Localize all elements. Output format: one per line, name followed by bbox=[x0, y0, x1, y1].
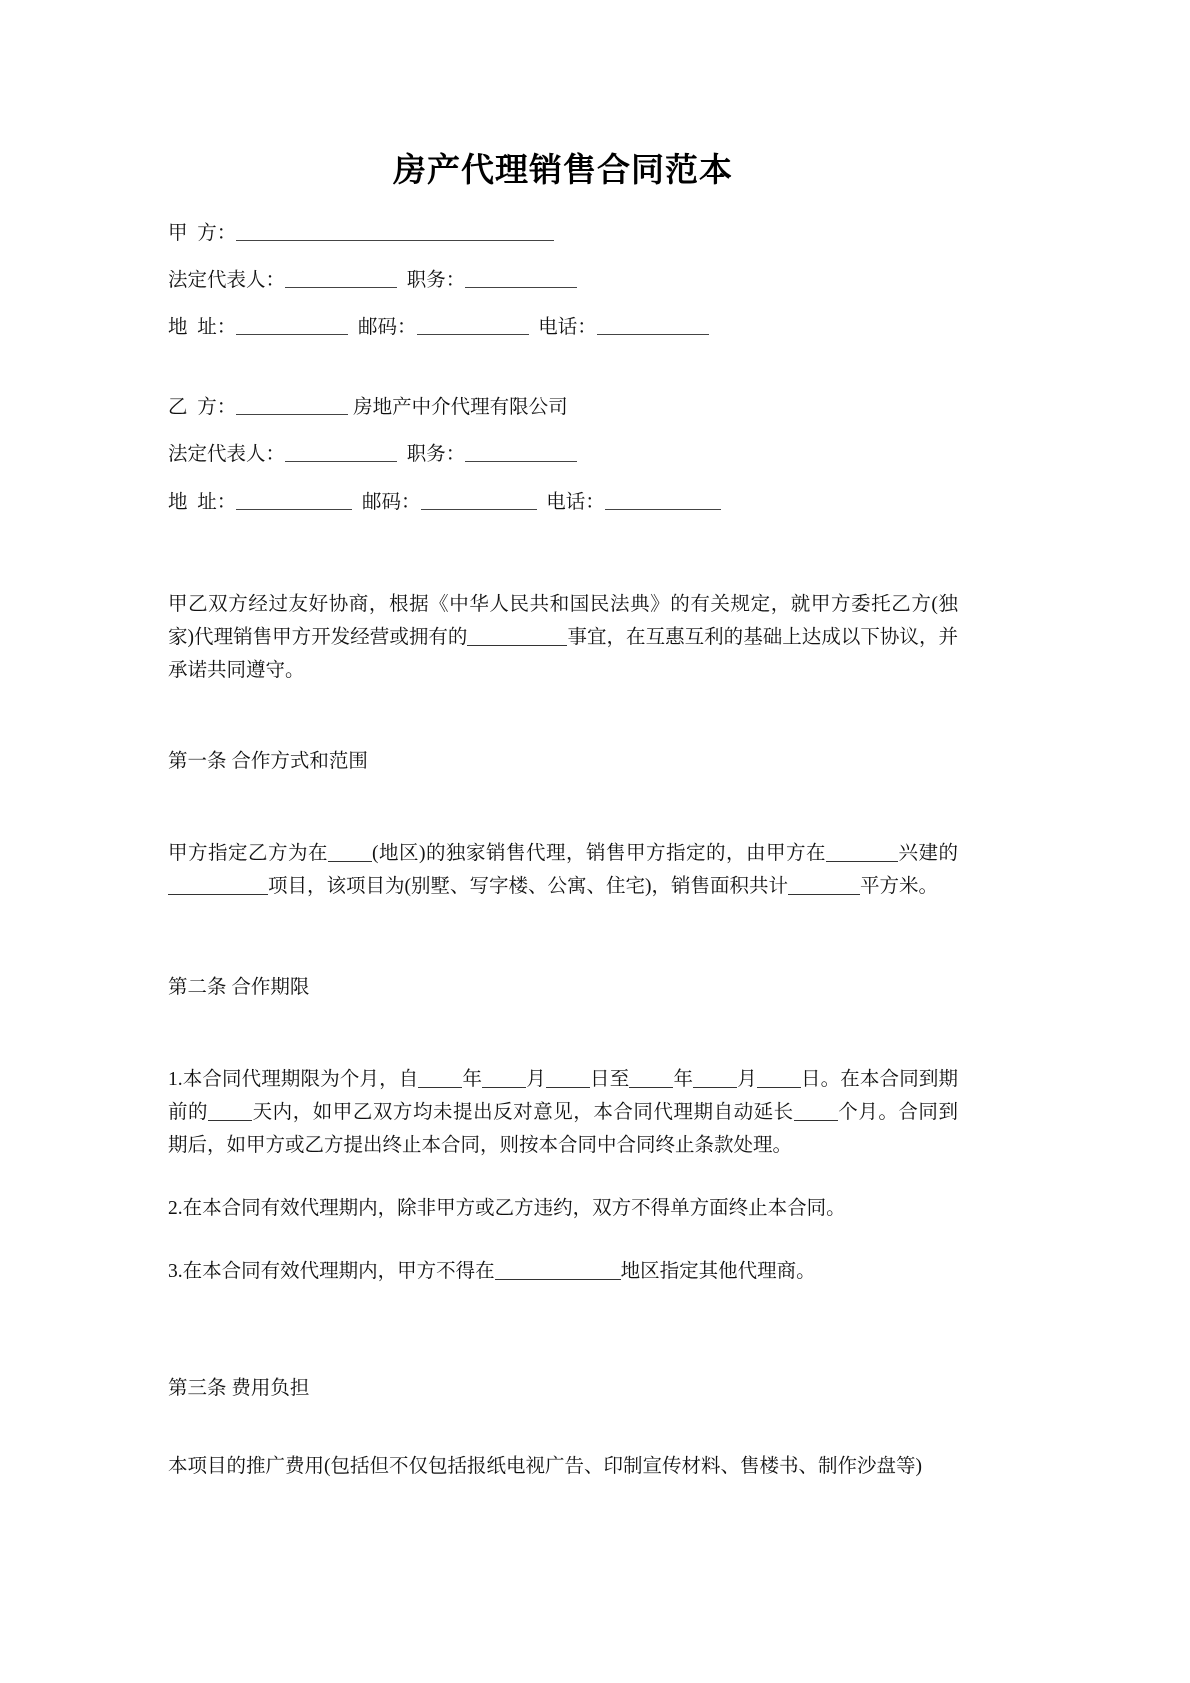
clause-2-heading: 第二条 合作期限 bbox=[168, 977, 310, 999]
party-b-address-line bbox=[168, 491, 958, 512]
party-b-position-blank[interactable] bbox=[465, 443, 577, 462]
party-a-legal-rep-label: 法定代表人： bbox=[168, 269, 286, 291]
clause-2-item-3 bbox=[168, 1255, 958, 1288]
party-a-address-blank[interactable] bbox=[236, 316, 348, 335]
party-a-address-line bbox=[168, 316, 958, 337]
party-a-name-label: 甲 方： bbox=[168, 222, 237, 244]
clause-1-location-blank[interactable] bbox=[826, 845, 898, 863]
party-a-address-label: 地 址： bbox=[168, 317, 237, 339]
start-day-blank[interactable] bbox=[546, 1071, 590, 1089]
party-a-phone-label: 电话： bbox=[538, 317, 597, 339]
clause-2-item-3-part2: 地区指定其他代理商。 bbox=[620, 1261, 816, 1283]
party-b-address-blank[interactable] bbox=[236, 491, 352, 510]
preamble-paragraph bbox=[168, 588, 958, 687]
clause-1-text-part3: 兴建的 bbox=[897, 843, 958, 865]
clause-1-heading: 第一条 合作方式和范围 bbox=[168, 751, 368, 773]
party-a-position-label: 职务： bbox=[406, 269, 466, 291]
exclusive-region-blank[interactable] bbox=[495, 1263, 621, 1281]
clause-1-text-part2: (地区)的独家销售代理，销售甲方指定的，由甲方在 bbox=[372, 843, 826, 865]
clause-2-item-1-part7: 日。在本合同到期前的 bbox=[168, 1069, 958, 1124]
party-a-name-blank[interactable] bbox=[236, 222, 554, 241]
preamble-text-part2: 事宜，在互惠互利的基础上达成以下协议，并承诺共同遵守。 bbox=[168, 627, 958, 682]
document-body bbox=[168, 0, 958, 1483]
clause-2-item-1-part9: 个月。合同到期后，如甲方或乙方提出终止本合同，则按本合同中合同终止条款处理。 bbox=[168, 1102, 958, 1157]
party-b-postcode-label: 邮码： bbox=[362, 491, 421, 513]
party-b-position-label: 职务： bbox=[406, 444, 466, 466]
preamble-project-blank[interactable] bbox=[467, 629, 567, 647]
clause-1-text-part1: 甲方指定乙方为在 bbox=[168, 843, 328, 865]
clause-2-item-1-part5: 年 bbox=[673, 1069, 694, 1091]
clause-2-item-1-part6: 月 bbox=[737, 1069, 757, 1091]
party-a-phone-blank[interactable] bbox=[597, 316, 709, 335]
clause-1-project-blank[interactable] bbox=[168, 878, 268, 896]
party-a-postcode-blank[interactable] bbox=[417, 316, 529, 335]
clause-2-item-1-part4: 日至 bbox=[589, 1069, 630, 1091]
clause-3-heading: 第三条 费用负担 bbox=[168, 1378, 310, 1400]
party-b-name-blank[interactable] bbox=[236, 396, 348, 415]
party-b-company-suffix: 房地产中介代理有限公司 bbox=[353, 396, 568, 418]
extension-months-blank[interactable] bbox=[794, 1104, 838, 1122]
end-month-blank[interactable] bbox=[693, 1071, 737, 1089]
clause-1-body bbox=[168, 837, 958, 903]
notice-days-blank[interactable] bbox=[208, 1104, 252, 1122]
clause-2-item-1-part3: 月 bbox=[526, 1069, 546, 1091]
clause-1-area-blank[interactable] bbox=[788, 878, 860, 896]
party-b-postcode-blank[interactable] bbox=[421, 491, 537, 510]
party-b-phone-label: 电话： bbox=[546, 491, 605, 513]
clause-2-item-1-part2: 年 bbox=[462, 1069, 483, 1091]
party-a-position-blank[interactable] bbox=[465, 269, 577, 288]
clause-2-item-2: 2.在本合同有效代理期内，除非甲方或乙方违约，双方不得单方面终止本合同。 bbox=[168, 1198, 846, 1220]
clause-2-item-1-part1: 1.本合同代理期限为个月，自 bbox=[168, 1069, 419, 1091]
clause-1-region-blank[interactable] bbox=[328, 845, 372, 863]
party-b-legal-rep-blank[interactable] bbox=[285, 443, 397, 462]
party-a-postcode-label: 邮码： bbox=[358, 317, 417, 339]
page-title: 房产代理销售合同范本 bbox=[393, 153, 733, 189]
clause-1-text-part5: 平方米。 bbox=[860, 876, 939, 898]
party-b-legal-rep-label: 法定代表人： bbox=[168, 444, 286, 466]
party-b-name-label: 乙 方： bbox=[168, 396, 237, 418]
party-b-legal-rep-line bbox=[168, 443, 958, 464]
start-year-blank[interactable] bbox=[418, 1071, 462, 1089]
party-a-legal-rep-line bbox=[168, 269, 958, 290]
party-a-legal-rep-blank[interactable] bbox=[285, 269, 397, 288]
party-a-name-line bbox=[168, 222, 958, 243]
clause-2-item-3-part1: 3.在本合同有效代理期内，甲方不得在 bbox=[168, 1261, 495, 1283]
party-b-phone-blank[interactable] bbox=[605, 491, 721, 510]
end-day-blank[interactable] bbox=[757, 1071, 801, 1089]
clause-2-item-1-part8: 天内，如甲乙双方均未提出反对意见，本合同代理期自动延长 bbox=[252, 1102, 794, 1124]
clause-3-body: 本项目的推广费用(包括但不仅包括报纸电视广告、印制宣传材料、售楼书、制作沙盘等) bbox=[168, 1456, 922, 1478]
preamble-text-part1: 甲乙双方经过友好协商，根据《中华人民共和国民法典》的有关规定，就甲方委托乙方(独家)代理销售甲方开发经营或拥有的 bbox=[168, 594, 958, 649]
end-year-blank[interactable] bbox=[629, 1071, 673, 1089]
party-b-name-line bbox=[168, 396, 958, 417]
party-b-address-label: 地 址： bbox=[168, 491, 237, 513]
clause-2-item-1 bbox=[168, 1063, 958, 1162]
start-month-blank[interactable] bbox=[482, 1071, 526, 1089]
clause-1-text-part4: 项目，该项目为(别墅、写字楼、公寓、住宅)，销售面积共计 bbox=[268, 876, 788, 898]
